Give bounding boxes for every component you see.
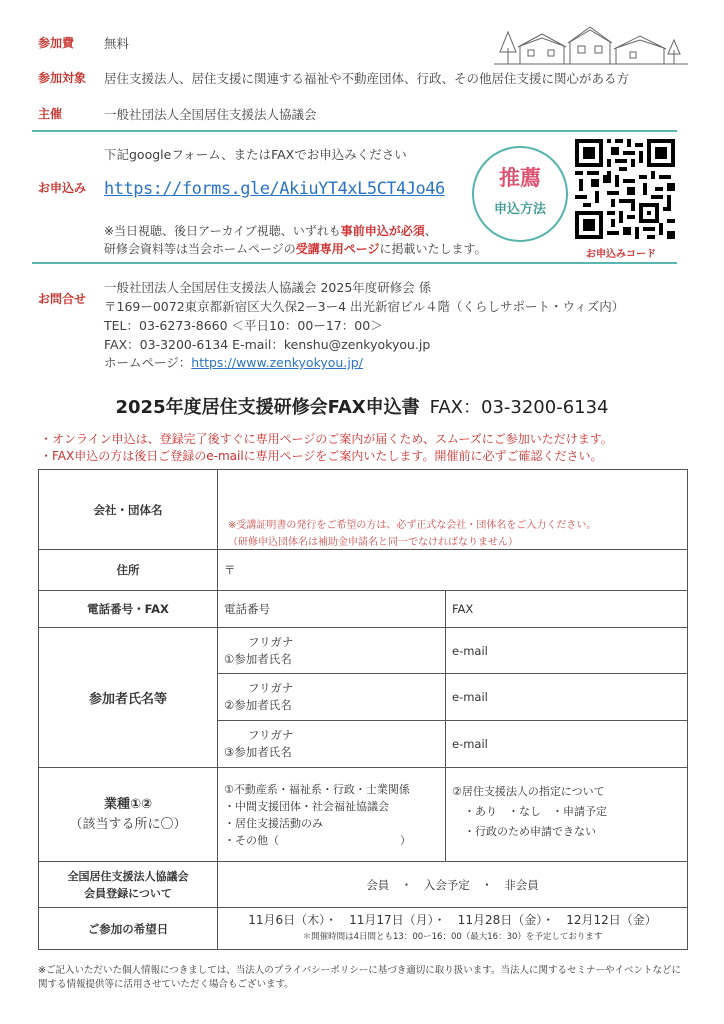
qr-caption: お申込みコード xyxy=(586,249,656,260)
member-label-2: 会員登録について xyxy=(84,886,172,900)
industry-option-2[interactable]: ・中間支援団体・社会福祉協議会 xyxy=(224,799,389,813)
company-input[interactable] xyxy=(218,470,688,550)
target-label: 参加対象 xyxy=(38,71,87,85)
apply-note-2c: に掲載いたします。 xyxy=(379,242,487,256)
address-input[interactable] xyxy=(218,550,688,591)
furigana-label: フリガナ xyxy=(248,634,294,649)
industry-option-4[interactable]: ・その他（ ） xyxy=(224,833,411,847)
badge-top-text: 推薦 xyxy=(499,166,541,190)
industry-label xyxy=(39,768,218,862)
contact-tel: TEL：03-6273-8660 ＜平日10：00ー17：00＞ xyxy=(104,318,383,333)
phone-field-label: 電話番号 xyxy=(224,602,270,616)
email-field-label: e-mail xyxy=(452,643,488,658)
houses-illustration xyxy=(490,18,690,68)
recommended-badge xyxy=(472,146,568,242)
member-label-1: 全国居住支援法人協議会 xyxy=(67,869,189,883)
industry-option-1[interactable]: ①不動産系・福祉系・行政・士業関係 xyxy=(224,782,410,796)
company-note-2: （研修申込団体名は補助金申請名と同一でなければなりません） xyxy=(228,537,518,548)
form-title-main: 2025年度居住支援研修会FAX申込書 xyxy=(115,397,420,418)
google-form-link[interactable]: https://forms.gle/AkiuYT4xL5CT4Jo46 xyxy=(104,179,445,199)
industry-option-3[interactable]: ・居住支援活動のみ xyxy=(224,816,323,830)
homepage-label: ホームページ： xyxy=(104,355,192,370)
participant-1-name-input[interactable] xyxy=(218,628,446,674)
divider-middle xyxy=(32,262,677,264)
fax-input[interactable] xyxy=(446,591,688,628)
fax-application-form xyxy=(38,469,688,950)
email-field-label: e-mail xyxy=(452,690,488,704)
apply-note-1b: 事前申込が必須 xyxy=(340,224,425,238)
form-title xyxy=(0,393,724,419)
contact-label: お問合せ xyxy=(38,292,87,306)
address-row xyxy=(39,550,688,591)
date-choices[interactable]: 11月6日（木）・ 11月17日（月）・ 11月28日（金）・ 12月12日（金） xyxy=(248,912,657,927)
apply-note-2a: 研修会資料等は当会ホームページの xyxy=(104,242,296,256)
apply-note-2 xyxy=(104,240,487,257)
form-title-fax: FAX：03-3200-6134 xyxy=(429,397,609,418)
participant-3-email-input[interactable] xyxy=(446,721,688,768)
apply-note-1a: ※当日視聴、後日アーカイブ視聴、いずれも xyxy=(104,224,341,238)
host-value: 一般社団法人全国居住支援法人協議会 xyxy=(104,107,317,122)
apply-note-2b: 受講専用ページ xyxy=(295,242,380,256)
designation-option-2[interactable]: ・行政のため申請できない xyxy=(464,825,596,838)
company-note-1: ※受講証明書の発行をご希望の方は、必ず正式な会社・団体名をご入力ください。 xyxy=(228,520,597,531)
fax-field-label: FAX xyxy=(452,602,474,616)
address-label: 住所 xyxy=(39,550,218,591)
homepage-link[interactable]: https://www.zenkyokyou.jp/ xyxy=(191,355,363,370)
date-label: ご参加の希望日 xyxy=(39,908,218,950)
furigana-label: フリガナ xyxy=(248,681,294,695)
contact-line-1: 一般社団法人全国居住支援法人協議会 2025年度研修会 係 xyxy=(104,280,432,295)
member-options[interactable]: 会員 ・ 入会予定 ・ 非会員 xyxy=(218,862,688,908)
member-row xyxy=(39,862,688,908)
apply-intro: 下記googleフォーム、またはFAXでお申込みください xyxy=(104,147,407,162)
designation-title: ②居住支援法人の指定について xyxy=(452,785,605,798)
notice-online: ・オンライン申込は、登録完了後すぐに専用ページのご案内が届くため、スムーズにご参加いただけます。 xyxy=(40,432,613,446)
date-note: ＊開催時間は4日間とも13：00ー16：00（最大16：30）を予定しております xyxy=(302,931,603,942)
participant-row-1 xyxy=(39,628,688,674)
qr-code[interactable] xyxy=(575,139,675,239)
industry-label-sub: （該当する所に〇） xyxy=(69,816,187,832)
member-label xyxy=(39,862,218,908)
contact-fax-email: FAX：03-3200-6134 E-mail：kenshu@zenkyokyou.jp xyxy=(104,337,431,352)
participants-label: 参加者氏名等 xyxy=(39,628,218,768)
contact-address: 〒169ー0072東京都新宿区大久保2ー3ー4 出光新宿ビル４階（くらしサポート・ウィズ内） xyxy=(104,299,625,314)
phone-label: 電話番号・FAX xyxy=(39,591,218,628)
participant-2-email-input[interactable] xyxy=(446,674,688,721)
participant-1-email-input[interactable] xyxy=(446,628,688,674)
target-value: 居住支援法人、居住支援に関連する福祉や不動産団体、行政、その他居住支援に関心がある方 xyxy=(104,71,630,86)
participant-3-label: ③参加者氏名 xyxy=(224,745,292,759)
date-row xyxy=(39,908,688,950)
phone-row xyxy=(39,591,688,628)
divider-top xyxy=(32,130,677,132)
apply-note-1c: 、 xyxy=(424,224,437,238)
postal-mark: 〒 xyxy=(224,563,236,577)
participant-3-name-input[interactable] xyxy=(218,721,446,768)
company-label: 会社・団体名 xyxy=(39,470,218,550)
host-label: 主催 xyxy=(38,107,63,121)
company-row xyxy=(39,470,688,550)
industry-label-main: 業種①② xyxy=(103,796,152,812)
designation-options[interactable] xyxy=(446,768,688,862)
apply-label: お申込み xyxy=(38,181,87,195)
apply-note-1 xyxy=(104,222,437,239)
contact-homepage xyxy=(104,353,363,371)
notice-fax: ・FAX申込の方は後日ご登録のe-mailに専用ページをご案内いたします。開催前に必ずご確認ください。 xyxy=(40,449,603,463)
industry-options[interactable] xyxy=(218,768,446,862)
participant-2-name-input[interactable] xyxy=(218,674,446,721)
fee-label: 参加費 xyxy=(38,36,75,50)
furigana-label: フリガナ xyxy=(248,728,294,742)
designation-option-1[interactable]: ・あり ・なし ・申請予定 xyxy=(464,805,607,818)
participant-1-label: ①参加者氏名 xyxy=(224,651,292,666)
phone-input[interactable] xyxy=(218,591,446,628)
email-field-label: e-mail xyxy=(452,737,488,751)
date-options[interactable] xyxy=(218,908,688,950)
participant-2-label: ②参加者氏名 xyxy=(224,698,292,712)
badge-bottom-text: 申込方法 xyxy=(493,202,546,217)
fee-value: 無料 xyxy=(104,36,130,51)
industry-row xyxy=(39,768,688,862)
privacy-footer: ※ご記入いただいた個人情報につきましては、当法人のプライバシーポリシーに基づき適切に取り扱います。当法人に関するセミナーやイベントなどに関する情報提供等に活用させていただく場合もございます。 xyxy=(38,965,682,990)
